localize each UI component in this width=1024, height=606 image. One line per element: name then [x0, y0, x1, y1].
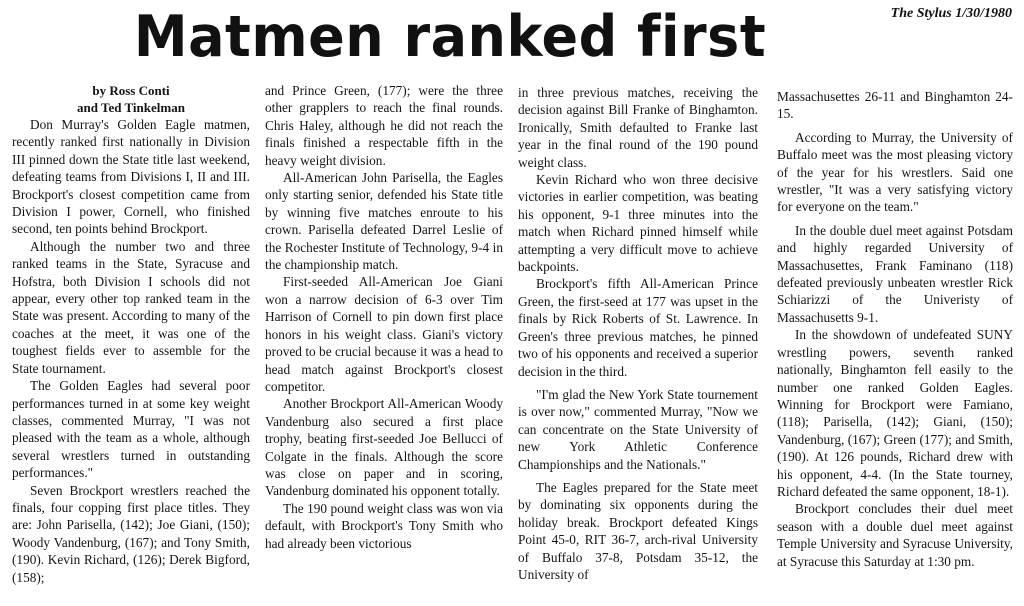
- article-paragraph: Massachusettes 26-11 and Binghamton 24-15.: [777, 89, 1013, 122]
- headline: Matmen ranked first: [133, 3, 767, 70]
- article-paragraph: Brockport concludes their duel meet season with a double duel meet against Temple University and Syracuse University, at Syracuse this Saturday at 1:30 pm.: [777, 501, 1013, 569]
- article-column-4: [777, 88, 1013, 570]
- article-paragraph: Kevin Richard who won three decisive victories in earlier competition, was beating his opponent, 9-1 three minutes into the match when Richard pinned himself while attempting a very difficult move to achieve backpoints.: [518, 172, 758, 275]
- source-note: The Stylus 1/30/1980: [890, 6, 1012, 21]
- article-paragraph: In the showdown of undefeated SUNY wrestling powers, seventh ranked nationally, Binghamton fell easily to the number one ranked Golden Eagles. Winning for Brockport were Famiano, (118); Parisella, (142); Giani, (150); Vandenburg, (167); Green (177); and Smith, (190). At 126 pounds, Richard drew with his opponent, 4-4. (In the State tourney, Richard defeated the same opponent, 18-1).: [777, 327, 1013, 499]
- article-paragraph: The Eagles prepared for the State meet by dominating six opponents during the holiday break. Brockport defeated Kings Point 45-0, RIT 36-7, arch-rival University of Buffalo 37-8, Potsdam 35-12, the University of: [518, 479, 758, 582]
- article-paragraph: Another Brockport All-American Woody Vandenburg also secured a first place trophy, beating first-seeded Joe Bellucci of Colgate in the finals. Although the score was close on paper and in scoring, Vandenburg dominated his opponent totally.: [265, 396, 503, 499]
- article-paragraph: Although the number two and three ranked teams in the State, Syracuse and Hofstra, both Division I schools did not appear, every other top ranked team in the State was present. According to many of the coaches at the meet, it was one of the toughest fields ever to assemble for the State tournament.: [12, 238, 250, 376]
- byline-author-2: and Ted Tinkelman: [77, 100, 185, 115]
- article-paragraph: The 190 pound weight class was won via default, with Brockport's Tony Smith who had already been victorious: [265, 500, 503, 551]
- article-paragraph: Brockport's fifth All-American Prince Green, the first-seed at 177 was upset in the finals by Rick Roberts of St. Lawrence. In Green's three previous matches, he pinned two of his opponents and received a superior decision in the third.: [518, 276, 758, 379]
- article-paragraph: According to Murray, the University of Buffalo meet was the most pleasing victory of the year for his wrestlers. Said one wrestler, "It was a very satisfying victory for everyone on the team.": [777, 129, 1013, 215]
- article-paragraph: First-seeded All-American Joe Giani won a narrow decision of 6-3 over Tim Harrison of Cornell to pin down first place honors in his weight class. Giani's victory proved to be crucial because it was a head to head match against Brockport's closest competitor.: [265, 274, 503, 394]
- article-paragraph: All-American John Parisella, the Eagles only starting senior, defended his State title by winning five matches enroute to his crown. Parisella defeated Darrel Leslie of the Rochester Institute of Technology, 9-4 in the championship match.: [265, 170, 503, 273]
- article-paragraph: Seven Brockport wrestlers reached the finals, four copping first place titles. They are: John Parisella, (142); Joe Giani, (150); Woody Vandenburg, (167); and Tony Smith, (190). Kevin Richard, (126); Derek Bigford, (158);: [12, 482, 250, 585]
- article-paragraph: In the double duel meet against Potsdam and highly regarded University of Massachusettes, Frank Faminano (118) defeated previously unbeaten wrestler Rick Schiarizzi of the Univeristy of Massachusetts 9-1.: [777, 222, 1013, 325]
- article-column-1: [12, 82, 250, 586]
- article-paragraph: The Golden Eagles had several poor performances turned in at some key weight classes, commented Murray, "I was not pleased with the team as a whole, although several wrestlers turned in outstanding performances.": [12, 378, 250, 481]
- article-paragraph: and Prince Green, (177); were the three other grapplers to reach the final rounds. Chris Haley, although he did not reach the finals finished a respectable fifth in the heavy weight division.: [265, 83, 503, 168]
- byline-author-1: by Ross Conti: [92, 83, 170, 98]
- article-column-3: [518, 84, 758, 583]
- article-paragraph: Don Murray's Golden Eagle matmen, recently ranked first nationally in Division III pinned down the State title last weekend, defeating teams from Divisions I, II and III. Brockport's closest competition came from Division I power, Cornell, who finished second, ten points behind Brockport.: [12, 117, 250, 237]
- article-column-2: [265, 82, 503, 552]
- article-paragraph: "I'm glad the New York State tournement is over now," commented Murray, "Now we can concentrate on the State University of new York Athletic Conference Championships and the Nationals.": [518, 386, 758, 472]
- article-paragraph: in three previous matches, receiving the decision against Bill Franke of Binghamton. Ironically, Smith defaulted to Franke last year in the final round of the 190 pound weight class.: [518, 85, 758, 170]
